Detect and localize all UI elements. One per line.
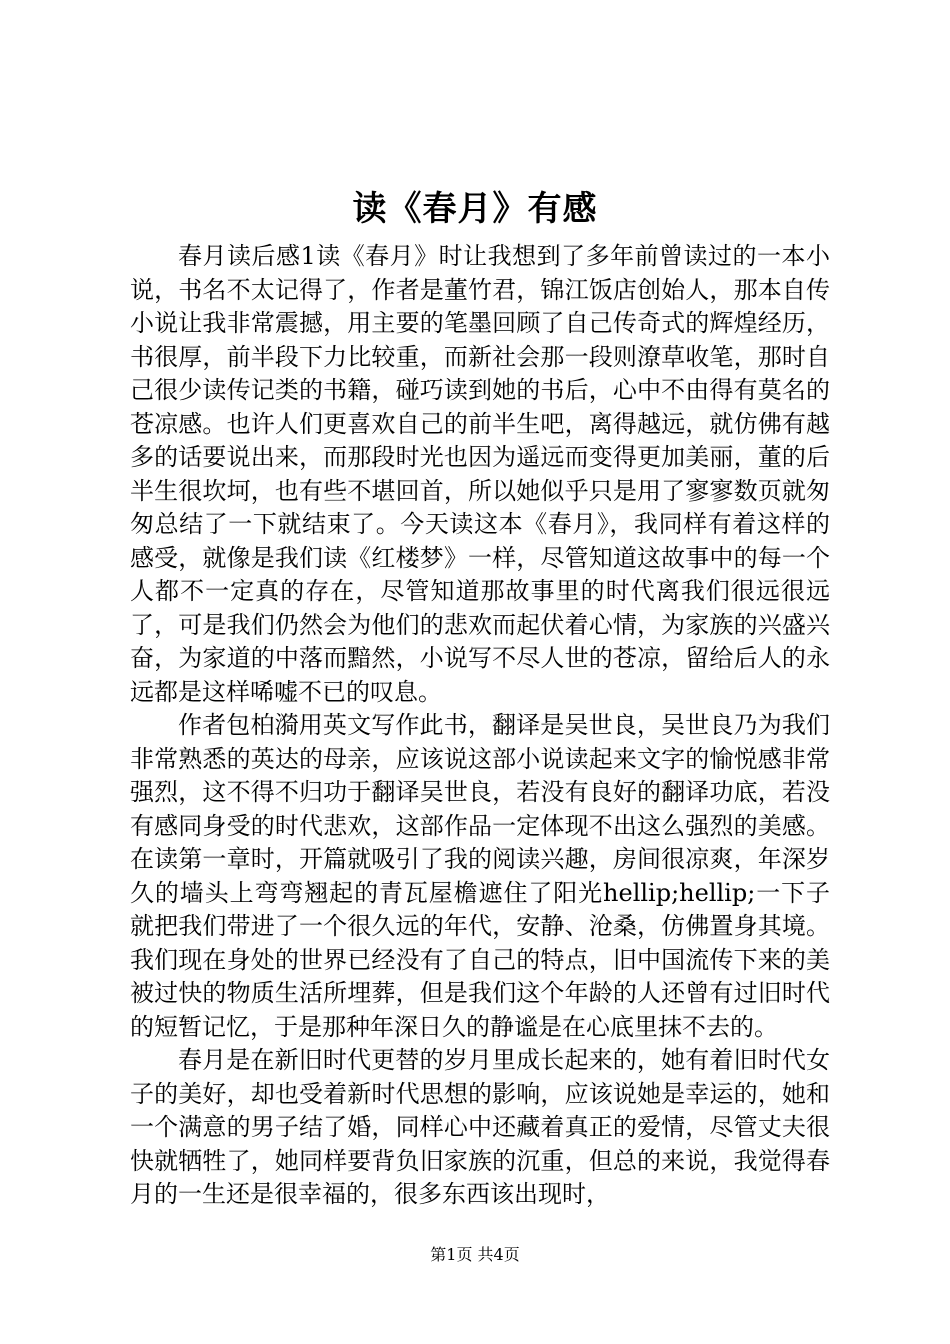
page-number-footer: 第1页 共4页 bbox=[430, 1245, 520, 1264]
paragraph: 作者包柏漪用英文写作此书，翻译是吴世良，吴世良乃为我们非常熟悉的英达的母亲，应该说这部小说读起来文字的愉悦感非常强烈，这不得不归功于翻译吴世良，若没有良好的翻译功底，若没有感同身受的时代悲欢，这部作品一定体现不出这么强烈的美感。在读第一章时，开篇就吸引了我的阅读兴趣，房间很凉爽，年深岁久的墙头上弯弯翘起的青瓦屋檐遮住了阳光hellip;hellip;一下子就把我们带进了一个很久远的年代，安静、沧桑，仿佛置身其境。我们现在身处的世界已经没有了自己的特点，旧中国流传下来的美被过快的物质生活所埋葬，但是我们这个年龄的人还曾有过旧时代的短暂记忆，于是那种年深日久的静谧是在心底里抹不去的。 bbox=[130, 711, 830, 1041]
document-body bbox=[130, 240, 830, 1212]
paragraph: 春月是在新旧时代更替的岁月里成长起来的，她有着旧时代女子的美好，却也受着新时代思想的影响，应该说她是幸运的，她和一个满意的男子结了婚，同样心中还藏着真正的爱情，尽管丈夫很快就牺牲了，她同样要背负旧家族的沉重，但总的来说，我觉得春月的一生还是很幸福的，很多东西该出现时， bbox=[130, 1046, 830, 1208]
paragraph: 春月读后感1读《春月》时让我想到了多年前曾读过的一本小说，书名不太记得了，作者是董竹君，锦江饭店创始人，那本自传小说让我非常震撼，用主要的笔墨回顾了自己传奇式的辉煌经历，书很厚，前半段下力比较重，而新社会那一段则潦草收笔，那时自己很少读传记类的书籍，碰巧读到她的书后，心中不由得有莫名的苍凉感。也许人们更喜欢自己的前半生吧，离得越远，就仿佛有越多的话要说出来，而那段时光也因为遥远而变得更加美丽，董的后半生很坎坷，也有些不堪回首，所以她似乎只是用了寥寥数页就匆匆总结了一下就结束了。今天读这本《春月》，我同样有着这样的感受，就像是我们读《红楼梦》一样，尽管知道这故事中的每一个人都不一定真的存在，尽管知道那故事里的时代离我们很远很远了，可是我们仍然会为他们的悲欢而起伏着心情，为家族的兴盛兴奋，为家道的中落而黯然，小说写不尽人世的苍凉，留给后人的永远都是这样唏嘘不已的叹息。 bbox=[130, 242, 830, 706]
document-title: 读《春月》有感 bbox=[352, 189, 598, 229]
